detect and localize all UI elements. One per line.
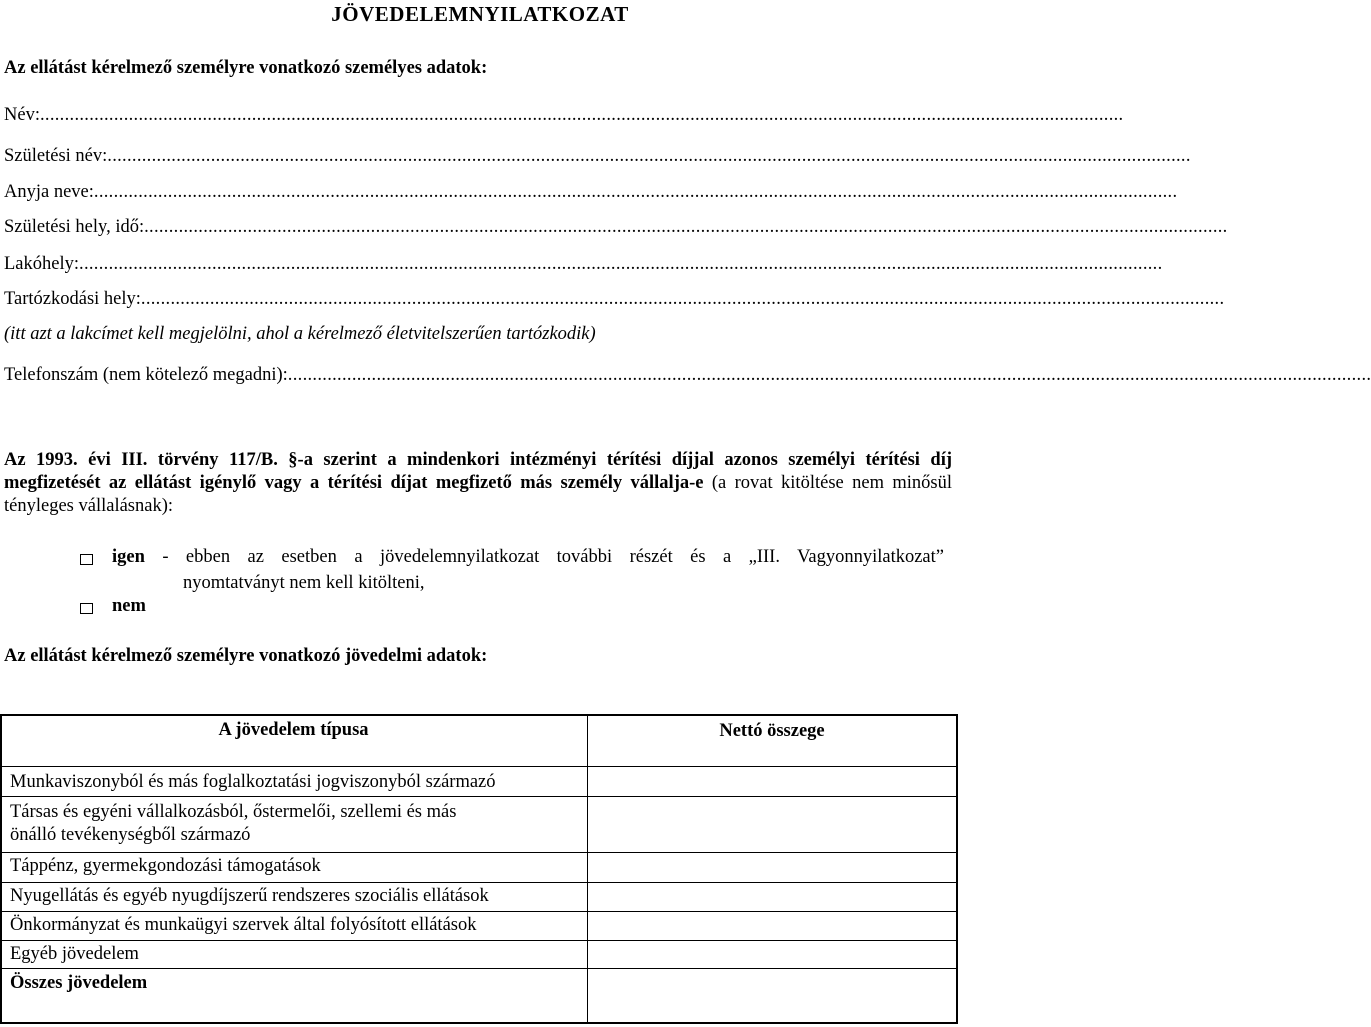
row-text: Nyugellátás és egyéb nyugdíjszerű rendszeres szociális ellátások [10,886,489,906]
mother-name-label: Anyja neve: [4,182,94,202]
law-paragraph [4,449,952,518]
table-bottom-border [0,1022,958,1024]
row-text-cont: önálló tevékenységből származó [10,825,251,845]
name-fill-line: ............................................................................................................................................................................................................................ [39,105,1124,125]
table-top-border [0,714,958,716]
table-right-border [956,714,958,1024]
stay-place-label: Tartózkodási hely: [4,289,141,309]
yes-label: igen [112,547,145,567]
yes-checkbox[interactable] [80,554,93,565]
mother-name-fill-line: ............................................................................................................................................................................................................................ [93,182,1178,202]
law-paragraph-bold: Az 1993. évi III. törvény 117/B. §-a szerint a mindenkori intézményi térítési díjjal azonos személyi térítési díj megfizetését az ellátást igénylő vagy a térítési díjat megfizető más személy vállalja-e [4,450,952,493]
law-paragraph-note: (a rovat kitöltése nem minősül tényleges vállalásnak): [4,473,952,516]
table-row [10,772,496,793]
residence-field[interactable] [4,254,1163,275]
document-title: JÖVEDELEMNYILATKOZAT [331,2,629,26]
table-row [10,856,321,877]
option-yes[interactable] [80,549,93,570]
income-data-heading: Az ellátást kérelmező személyre vonatkozó jövedelmi adatok: [4,646,488,666]
phone-label: Telefonszám (nem kötelező megadni): [4,365,288,385]
birth-place-date-fill-line: ............................................................................................................................................................................................................................ [144,217,1228,237]
no-checkbox[interactable] [80,603,93,614]
row-2-border [0,852,958,853]
table-column-divider [587,714,588,1024]
table-row [10,801,456,847]
residence-label: Lakóhely: [4,254,80,274]
no-label: nem [112,596,146,616]
table-header-border [0,766,958,767]
row-1-border [0,796,958,797]
table-row [10,915,476,936]
name-field[interactable] [4,105,1124,126]
residence-fill-line: ............................................................................................................................................................................................................................ [79,254,1163,274]
yes-text-line2: nyomtatványt nem kell kitölteni, [183,573,425,593]
row-text: Munkaviszonyból és más foglalkoztatási jogviszonyból származó [10,772,496,792]
table-row [10,944,139,965]
birth-name-field[interactable] [4,146,1191,167]
yes-text-line1: - ebben az esetben a jövedelemnyilatkozat további részét és a „III. Vagyonnyilatkozat” [144,547,944,567]
stay-place-fill-line: ............................................................................................................................................................................................................................ [140,289,1225,309]
income-table [0,714,958,1024]
birth-place-date-field[interactable] [4,217,1228,238]
name-label: Név: [4,105,40,125]
personal-data-heading: Az ellátást kérelmező személyre vonatkozó személyes adatok: [4,58,488,78]
row-5-border [0,940,958,941]
option-yes-text [112,547,944,568]
table-left-border [0,714,2,1024]
birth-name-fill-line: ............................................................................................................................................................................................................................ [107,146,1191,166]
table-row-total [10,973,147,994]
birth-place-date-label: Születési hely, idő: [4,217,145,237]
phone-fill-line: ............................................................................................................................................................................................................................ [287,365,1371,385]
row-text: Táppénz, gyermekgondozási támogatások [10,856,321,876]
option-no[interactable] [80,598,93,619]
row-text: Önkormányzat és munkaügyi szervek által folyósított ellátások [10,915,477,935]
row-text: Egyéb jövedelem [10,944,139,964]
net-amount-header: Nettó összege [719,721,825,741]
row-3-border [0,882,958,883]
table-row [10,886,489,907]
row-text: Társas és egyéni vállalkozásból, őstermelői, szellemi és más [10,802,457,822]
stay-place-field[interactable] [4,289,1225,310]
birth-name-label: Születési név: [4,146,108,166]
mother-name-field[interactable] [4,182,1178,203]
phone-field[interactable] [4,365,1371,386]
residence-note: (itt azt a lakcímet kell megjelölni, ahol a kérelmező életvitelszerűen tartózkodik) [4,324,596,344]
row-text: Összes jövedelem [10,973,148,993]
income-type-header: A jövedelem típusa [218,720,369,740]
row-4-border [0,911,958,912]
row-6-border [0,968,958,969]
